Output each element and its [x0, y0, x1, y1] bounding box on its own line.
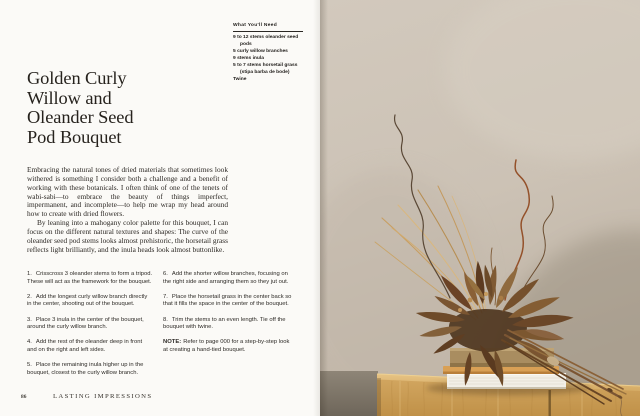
bouquet-photo: [320, 0, 640, 416]
materials-item: 5 curly willow branches: [233, 48, 288, 54]
step-number: 6.: [163, 271, 168, 277]
note-text: Refer to page 000 for a step-by-step look at creating a hand-tied bouquet.: [163, 339, 290, 353]
title-line: Golden Curly: [27, 68, 127, 88]
materials-item: 5 to 7 stems horsetail grass (stipa barba de bode): [233, 63, 298, 75]
step-number: 8.: [163, 316, 168, 323]
step-number: 7.: [163, 293, 168, 300]
step-text: Trim the stems to an even length. Tie off the bouquet with twine.: [163, 316, 286, 331]
wall-shadow-recess: [320, 371, 378, 416]
step-text: Place the horsetail grass in the center back so that it fills the space in the center of the bouquet.: [163, 293, 292, 308]
steps-column-right: [163, 271, 295, 362]
running-footer-book-title: LASTING IMPRESSIONS: [53, 392, 153, 400]
step-item: [163, 317, 295, 332]
materials-item: 9 stems inula: [233, 55, 264, 61]
materials-heading: What You'll Need: [233, 23, 303, 32]
step-item: [27, 362, 153, 377]
step-number: 4.: [27, 339, 32, 346]
step-text: Place 3 inula in the center of the bouquet, around the curly willow branch.: [27, 316, 144, 331]
step-text: Place the remaining inula higher up in the bouquet, closest to the curly willow branch.: [27, 362, 144, 376]
steps-column-left: [27, 271, 153, 385]
step-text: Add the shorter willow branches, focusing on the right side and arranging them so they jut out.: [163, 271, 289, 285]
step-item: [27, 317, 153, 332]
materials-item: 9 to 12 stems oleander seed pods: [233, 35, 299, 47]
title-line: Pod Bouquet: [27, 126, 122, 147]
intro-paragraph: Embracing the natural tones of dried materials that sometimes look withered is something I consider both a challenge and a benefit of working with these botanicals. I often think of one of the tenets of wabi-sabi—to embrace the beauty of things imperfect, impermanent, and incomplete—to help me wrap my head around how to create with dried flowers.: [27, 165, 228, 219]
page-number: 86: [21, 394, 27, 400]
intro-paragraph: By leaning into a mahogany color palette for this bouquet, I can focus on the different natural textures and shapes: The curve of the oleander seed pod stems looks almost prehistoric, the horsetail grass reflects light brilliantly, and the inula heads look almost buttonlike.: [27, 218, 228, 254]
step-item: [163, 294, 295, 309]
note-block: [163, 339, 295, 354]
materials-item: Twine: [233, 76, 247, 82]
step-text: Add the rest of the oleander deep in front and on the right and left sides.: [27, 339, 143, 353]
intro-text: [27, 166, 228, 254]
step-number: 5.: [27, 362, 32, 369]
step-item: [27, 271, 153, 286]
title-line: Oleander Seed: [27, 107, 134, 127]
step-text: Add the longest curly willow branch directly in the center, shooting out of the bouquet.: [27, 293, 148, 308]
gutter-shadow: [320, 0, 328, 416]
step-item: [27, 339, 153, 354]
right-page-photo: [320, 0, 640, 416]
step-item: [27, 294, 153, 309]
step-text: Crisscross 3 oleander stems to form a tripod. These will act as the framework for the bouquet.: [27, 271, 153, 285]
step-number: 2.: [27, 293, 32, 300]
note-label: NOTE:: [163, 339, 182, 346]
recipe-title: [27, 69, 133, 147]
materials-list: [233, 23, 303, 84]
step-number: 1.: [27, 271, 32, 277]
step-item: [163, 271, 295, 286]
title-line: Willow and: [27, 87, 112, 108]
step-number: 3.: [27, 316, 32, 323]
